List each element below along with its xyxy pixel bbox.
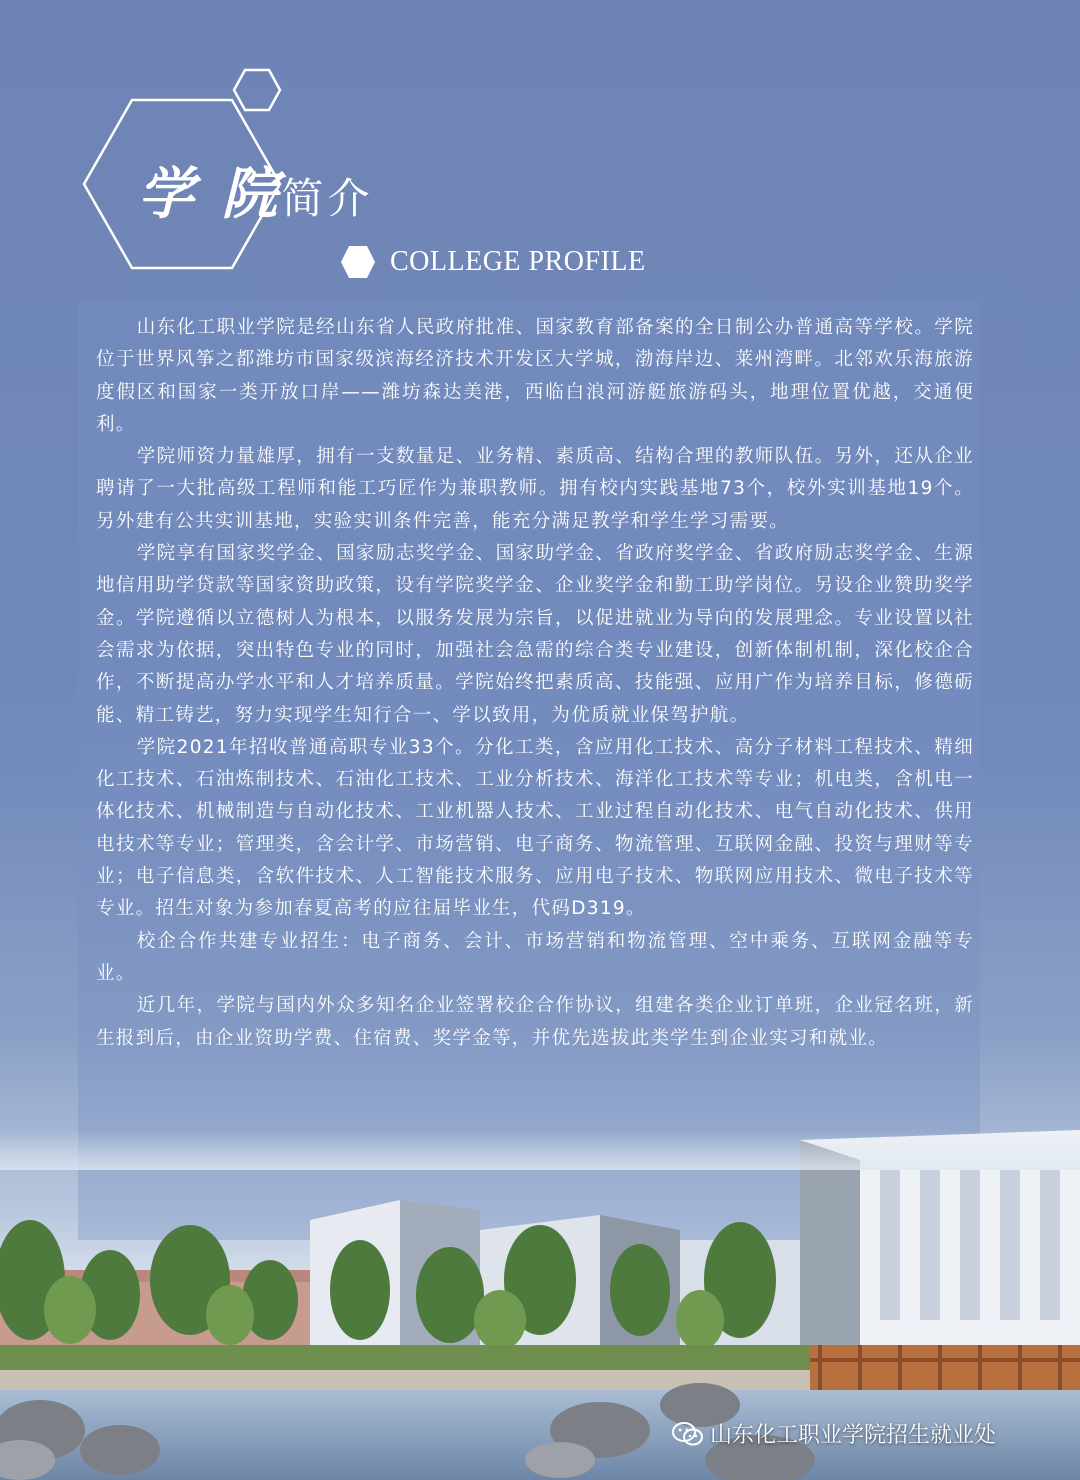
paragraph-2: 学院师资力量雄厚，拥有一支数量足、业务精、素质高、结构合理的教师队伍。另外，还从企业聘请了一大批高级工程师和能工巧匠作为兼职教师。拥有校内实践基地73个，校外实训基地19个。另外建有公共实训基地，实验实训条件完善，能充分满足教学和学生学习需要。 <box>96 446 974 532</box>
watermark-text: 山东化工职业学院招生就业处 <box>710 1423 997 1448</box>
title-part-2: 简介 <box>281 174 374 223</box>
hexagon-solid-icon <box>340 245 376 279</box>
title-part-1: 学 院 <box>138 161 282 227</box>
body-text <box>96 312 974 1055</box>
wechat-icon <box>672 1421 704 1447</box>
watermark <box>672 1418 996 1449</box>
paragraph-1: 山东化工职业学院是经山东省人民政府批准、国家教育部备案的全日制公办普通高等学校。学院位于世界风筝之都潍坊市国家级滨海经济技术开发区大学城，渤海岸边、莱州湾畔。北邻欢乐海旅游度假区和国家一类开放口岸——潍坊森达美港，西临白浪河游艇旅游码头，地理位置优越，交通便利。 <box>96 317 974 435</box>
page-title <box>138 150 374 230</box>
paragraph-4: 学院2021年招收普通高职专业33个。分化工类，含应用化工技术、高分子材料工程技术、精细化工技术、石油炼制技术、石油化工技术、工业分析技术、海洋化工技术等专业；机电类，含机电一体化技术、机械制造与自动化技术、工业机器人技术、工业过程自动化技术、电气自动化技术、供用电技术等专业；管理类，含会计学、市场营销、电子商务、物流管理、互联网金融、投资与理财等专业；电子信息类，含软件技术、人工智能技术服务、应用电子技术、物联网应用技术、微电子技术等专业。招生对象为参加春夏高考的应往届毕业生，代码D319。 <box>96 736 974 920</box>
hexagon-small-outline-icon <box>232 68 282 112</box>
paragraph-3: 学院享有国家奖学金、国家励志奖学金、国家助学金、省政府奖学金、省政府励志奖学金、生源地信用助学贷款等国家资助政策，设有学院奖学金、企业奖学金和勤工助学岗位。另设企业赞助奖学金。学院遵循以立德树人为根本，以服务发展为宗旨，以促进就业为导向的发展理念。专业设置以社会需求为依据，突出特色专业的同时，加强社会急需的综合类专业建设，创新体制机制，深化校企合作，不断提高办学水平和人才培养质量。学院始终把素质高、技能强、应用广作为培养目标，修德砺能、精工铸艺，努力实现学生知行合一、学以致用，为优质就业保驾护航。 <box>96 543 974 726</box>
page-subtitle: COLLEGE PROFILE <box>390 246 646 277</box>
paragraph-5: 校企合作共建专业招生：电子商务、会计、市场营销和物流管理、空中乘务、互联网金融等专业。 <box>96 930 974 984</box>
paragraph-6: 近几年，学院与国内外众多知名企业签署校企合作协议，组建各类企业订单班，企业冠名班，新生报到后，由企业资助学费、住宿费、奖学金等，并优先选拔此类学生到企业实习和就业。 <box>96 995 974 1049</box>
